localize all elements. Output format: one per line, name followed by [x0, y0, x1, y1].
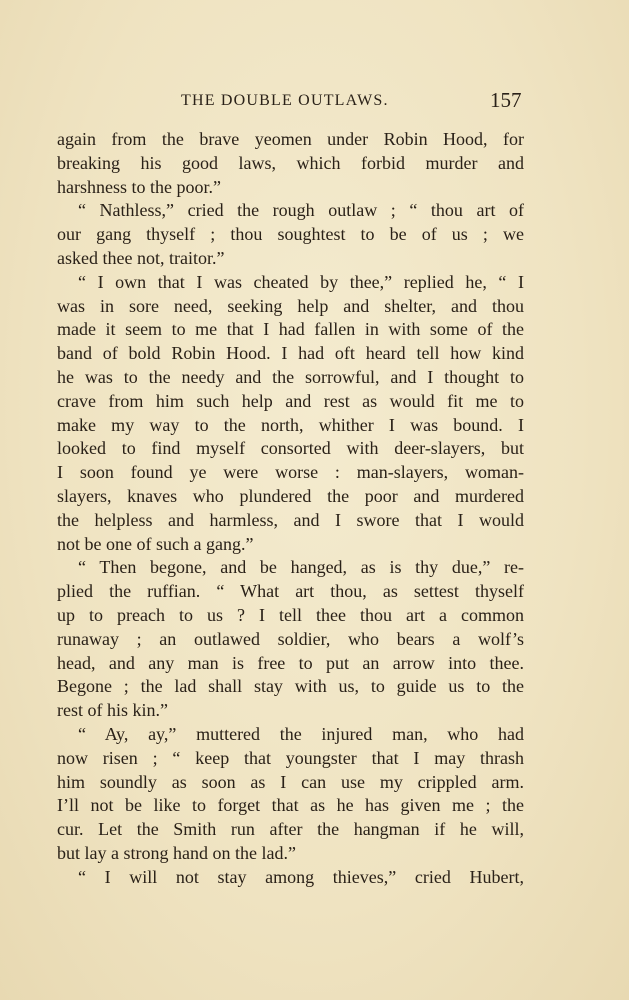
- text-line: up to preach to us ? I tell thee thou art a common: [57, 604, 524, 625]
- text-line: but lay a strong hand on the lad.”: [57, 842, 296, 863]
- text-line: runaway ; an outlawed soldier, who bears a wolf’s: [57, 628, 524, 649]
- text-line: not be one of such a gang.”: [57, 533, 254, 554]
- text-line: “ Nathless,” cried the rough outlaw ; “ thou art of: [78, 200, 524, 221]
- text-line: make my way to the north, whither I was bound. I: [57, 414, 524, 435]
- body-text: [57, 128, 524, 890]
- text-line: breaking his good laws, which forbid murder and: [57, 152, 524, 173]
- text-line: head, and any man is free to put an arrow into thee.: [57, 652, 524, 673]
- text-line: the helpless and harmless, and I swore that I would: [57, 509, 524, 530]
- text-line: I soon found ye were worse : man-slayers, woman-: [57, 462, 524, 483]
- text-line: harshness to the poor.”: [57, 176, 221, 197]
- text-line: he was to the needy and the sorrowful, and I thought to: [57, 366, 524, 387]
- text-line: asked thee not, traitor.”: [57, 247, 225, 268]
- text-line: Begone ; the lad shall stay with us, to guide us to the: [57, 676, 524, 697]
- text-line: slayers, knaves who plundered the poor and murdered: [57, 485, 524, 506]
- running-head: [57, 88, 529, 116]
- text-line: plied the ruffian. “ What art thou, as settest thyself: [57, 581, 524, 602]
- text-line: now risen ; “ keep that youngster that I may thrash: [57, 747, 524, 768]
- text-line: band of bold Robin Hood. I had oft heard tell how kind: [57, 343, 524, 364]
- text-line: crave from him such help and rest as would fit me to: [57, 390, 524, 411]
- text-line: looked to find myself consorted with deer-slayers, but: [57, 438, 524, 459]
- text-line: cur. Let the Smith run after the hangman if he will,: [57, 819, 524, 840]
- text-line: “ I own that I was cheated by thee,” replied he, “ I: [78, 271, 524, 292]
- text-line: I’ll not be like to forget that as he has given me ; the: [57, 795, 524, 816]
- text-line: “ I will not stay among thieves,” cried Hubert,: [78, 866, 524, 887]
- text-line: “ Ay, ay,” muttered the injured man, who had: [78, 723, 524, 744]
- text-line: him soundly as soon as I can use my crippled arm.: [57, 771, 524, 792]
- text-line: again from the brave yeomen under Robin Hood, for: [57, 129, 524, 149]
- page-number: 157: [490, 88, 522, 112]
- text-line: “ Then begone, and be hanged, as is thy due,” re-: [78, 557, 524, 578]
- text-line: our gang thyself ; thou soughtest to be of us ; we: [57, 224, 524, 245]
- running-title: THE DOUBLE OUTLAWS.: [181, 92, 389, 109]
- text-line: rest of his kin.”: [57, 700, 168, 721]
- text-line: was in sore need, seeking help and shelter, and thou: [57, 295, 524, 316]
- text-line: made it seem to me that I had fallen in with some of the: [57, 319, 524, 340]
